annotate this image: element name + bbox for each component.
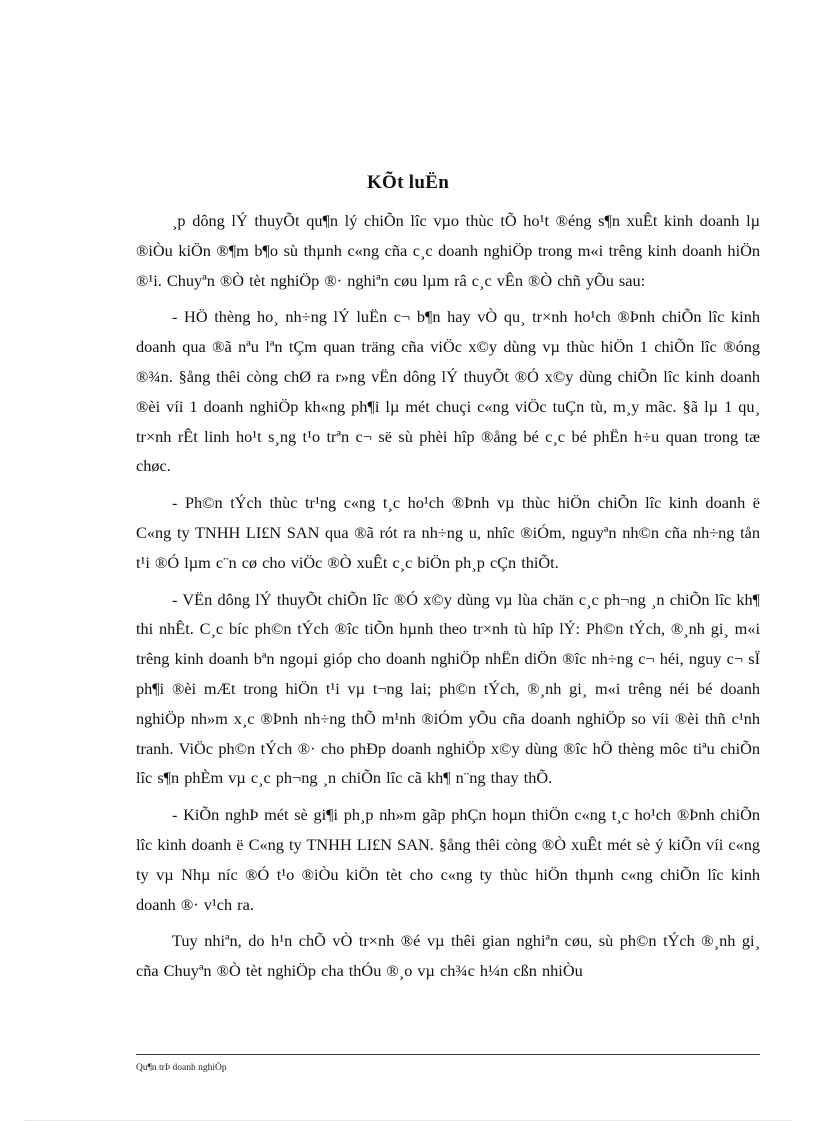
section-title: KÕt luËn — [366, 172, 450, 193]
footer-divider — [136, 1054, 760, 1055]
body-text — [136, 206, 760, 993]
paragraph-intro: ¸p dông lÝ thuyÕt qu¶n lý chiÕn lîc vµo thùc tÕ ho¹t ®éng s¶n xuÊt kinh doanh lµ ®iÒu kiÖn ®¶m b¶o sù thµnh c«ng cña c¸c doanh nghiÖp trong m«i trêng kinh doanh hiÖn ®¹i. Chuyªn ®Ò tèt nghiÖp ®· nghiªn cøu lµm râ c¸c vÊn ®Ò chñ yÕu sau: — [136, 211, 760, 290]
paragraph-closing: Tuy nhiªn, do h¹n chÕ vÒ tr×nh ®é vµ thêi gian nghiªn cøu, sù ph©n tÝch ®¸nh gi¸ cña Chuyªn ®Ò tèt nghiÖp cha thÓu ®¸o vµ ch¾c h¼n cßn nhiÒu — [136, 931, 760, 981]
page-bottom-edge — [24, 1120, 792, 1121]
paragraph-point-3: - VËn dông lÝ thuyÕt chiÕn lîc ®Ó x©y dùng vµ lùa chän c¸c ph¬ng ¸n chiÕn lîc kh¶ thi nhÊt. C¸c bíc ph©n tÝch ®îc tiÕn hµnh theo tr×nh tù hîp lÝ: Ph©n tÝch, ®¸nh gi¸ m«i trêng kinh doanh bªn ngoµi gióp cho doanh nghiÖp nhËn diÖn ®îc nh÷ng c¬ héi, nguy c¬ sÏ ph¶i ®èi mÆt trong hiÖn t¹i vµ t¬ng lai; ph©n tÝch, ®¸nh gi¸ m«i trêng néi bé doanh nghiÖp nh»m x¸c ®Þnh nh÷ng thÕ m¹nh ®iÓm yÕu cña doanh nghiÖp so víi ®èi thñ c¹nh tranh. ViÖc ph©n tÝch ®· cho phÐp doanh nghiÖp x©y dùng ®îc hÖ thèng môc tiªu chiÕn lîc s¶n phÈm vµ c¸c ph¬ng ¸n chiÕn lîc cã kh¶ n¨ng thay thÕ. — [136, 589, 760, 788]
paragraph-point-2: - Ph©n tÝch thùc tr¹ng c«ng t¸c ho¹ch ®Þnh vµ thùc hiÖn chiÕn lîc kinh doanh ë C«ng ty TNHH LI£N SAN qua ®ã rót ra nh÷ng u, nhîc ®iÓm, nguyªn nh©n cña nh÷ng tån t¹i ®Ó lµm c¨n cø cho viÖc ®Ò xuÊt c¸c biÖn ph¸p cÇn thiÕt. — [136, 493, 760, 572]
paragraph-point-4: - KiÕn nghÞ mét sè gi¶i ph¸p nh»m gãp phÇn hoµn thiÖn c«ng t¸c ho¹ch ®Þnh chiÕn lîc kinh doanh ë C«ng ty TNHH LI£N SAN. §ång thêi còng ®Ò xuÊt mét sè ý kiÕn víi c«ng ty vµ Nhµ níc ®Ó t¹o ®iÒu kiÖn tèt cho c«ng ty thùc hiÖn thµnh c«ng chiÕn lîc kinh doanh ®· v¹ch ra. — [136, 805, 760, 914]
paragraph-point-1: - HÖ thèng ho¸ nh÷ng lÝ luËn c¬ b¶n hay vÒ qu¸ tr×nh ho¹ch ®Þnh chiÕn lîc kinh doanh qua ®ã nªu lªn tÇm quan träng cña viÖc x©y dùng vµ thùc hiÖn 1 chiÕn lîc ®óng ®¾n. §ång thêi còng chØ ra r»ng vËn dông lÝ thuyÕt ®Ó x©y dùng chiÕn lîc kinh doanh ®èi víi 1 doanh nghiÖp kh«ng ph¶i lµ mét chuçi c«ng viÖc tuÇn tù, m¸y mãc. §ã lµ 1 qu¸ tr×nh rÊt linh ho¹t s¸ng t¹o trªn c¬ së sù phèi hîp ®ång bé c¸c bé phËn h÷u quan trong tæ chøc. — [136, 307, 760, 476]
footer-label: Qu¶n trÞ doanh nghiÖp — [136, 1063, 227, 1073]
